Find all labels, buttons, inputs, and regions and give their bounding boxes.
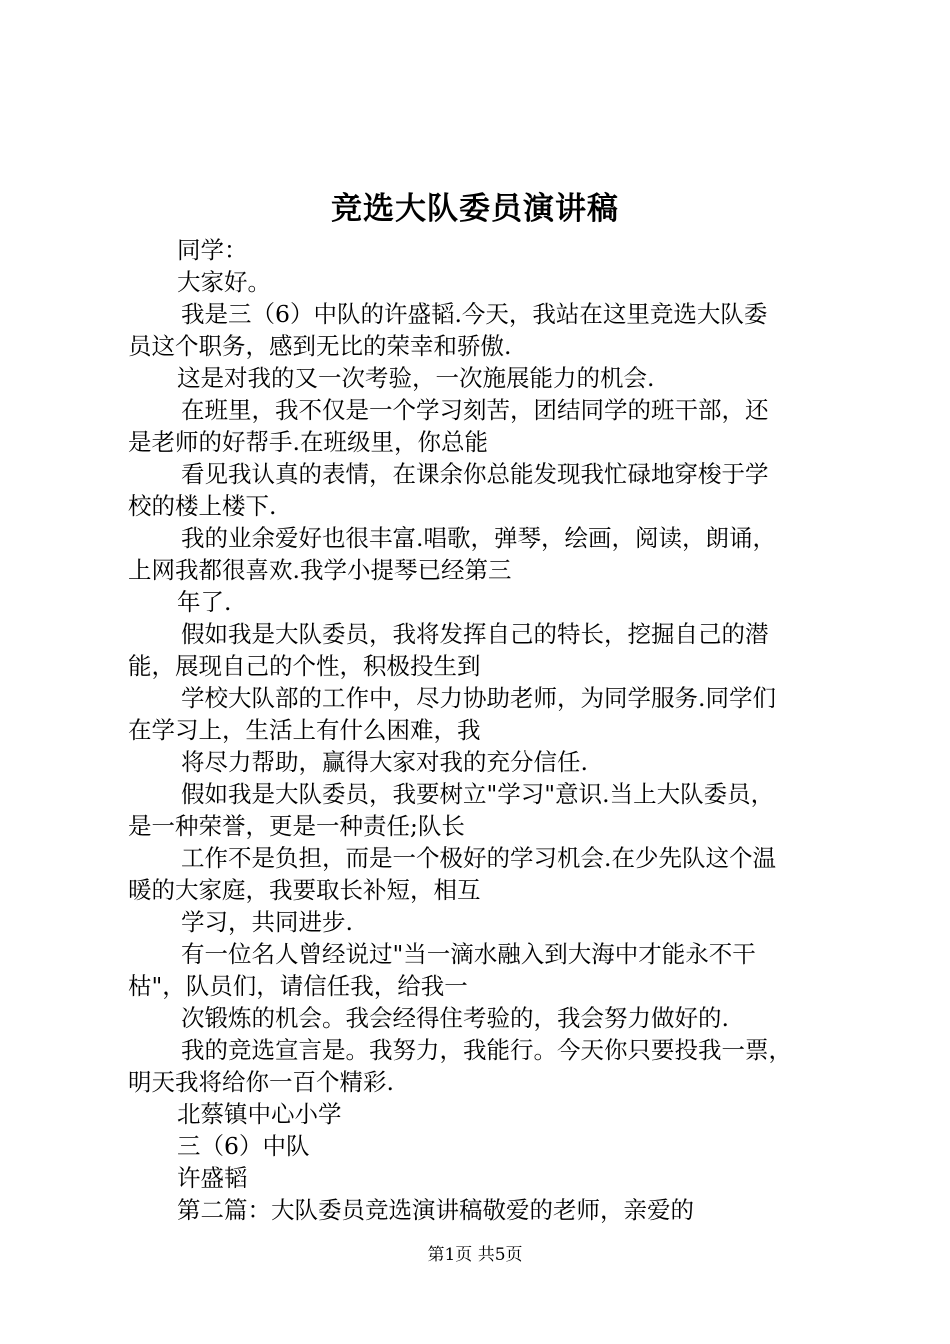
text-line: 三（6）中队 <box>177 1132 310 1160</box>
page-number: 第1页 共5页 <box>427 1245 523 1265</box>
text-line: 大家好。 <box>177 268 271 296</box>
text-line: 我是三（6）中队的许盛韬.今天，我站在这里竞选大队委 <box>181 300 768 328</box>
text-line: 我的竞选宣言是。我努力，我能行。今天你只要投我一票， <box>181 1036 792 1064</box>
text-line: 第二篇：大队委员竞选演讲稿敬爱的老师，亲爱的 <box>177 1196 694 1224</box>
text-line: 学习，共同进步. <box>181 908 353 936</box>
text-line: 能，展现自己的个性，积极投生到 <box>128 652 481 680</box>
text-line: 学校大队部的工作中，尽力协助老师，为同学服务.同学们 <box>181 684 776 712</box>
text-line: 我的业余爱好也很丰富.唱歌，弹琴，绘画，阅读，朗诵， <box>181 524 776 552</box>
text-line: 是一种荣誉，更是一种责任;队长 <box>128 812 465 840</box>
text-line: 北蔡镇中心小学 <box>177 1100 342 1128</box>
text-line: 看见我认真的表情，在课余你总能发现我忙碌地穿梭于学 <box>181 460 769 488</box>
document-title: 竞选大队委员演讲稿 <box>331 191 619 227</box>
text-line: 有一位名人曾经说过"当一滴水融入到大海中才能永不干 <box>181 940 756 968</box>
text-line: 假如我是大队委员，我要树立"学习"意识.当上大队委员， <box>181 780 775 808</box>
text-line: 许盛韬 <box>177 1164 248 1192</box>
text-line: 同学： <box>177 236 248 264</box>
text-line: 将尽力帮助，赢得大家对我的充分信任. <box>181 748 588 776</box>
text-line: 在班里，我不仅是一个学习刻苦，团结同学的班干部，还 <box>181 396 769 424</box>
text-line: 这是对我的又一次考验，一次施展能力的机会. <box>177 364 655 392</box>
text-line: 上网我都很喜欢.我学小提琴已经第三 <box>128 556 512 584</box>
text-line: 校的楼上楼下. <box>128 492 277 520</box>
text-line: 是老师的好帮手.在班级里，你总能 <box>128 428 488 456</box>
text-line: 在学习上，生活上有什么困难，我 <box>128 716 481 744</box>
document-body <box>128 234 838 1226</box>
text-line: 假如我是大队委员，我将发挥自己的特长，挖掘自己的潜 <box>181 620 769 648</box>
text-line: 次锻炼的机会。我会经得住考验的，我会努力做好的. <box>181 1004 729 1032</box>
text-line: 年了. <box>177 588 232 616</box>
text-line: 枯"，队员们，请信任我，给我一 <box>128 972 468 1000</box>
text-line: 明天我将给你一百个精彩. <box>128 1068 394 1096</box>
text-line: 暖的大家庭，我要取长补短，相互 <box>128 876 481 904</box>
text-line: 工作不是负担，而是一个极好的学习机会.在少先队这个温 <box>181 844 776 872</box>
text-line: 员这个职务，感到无比的荣幸和骄傲. <box>128 332 512 360</box>
